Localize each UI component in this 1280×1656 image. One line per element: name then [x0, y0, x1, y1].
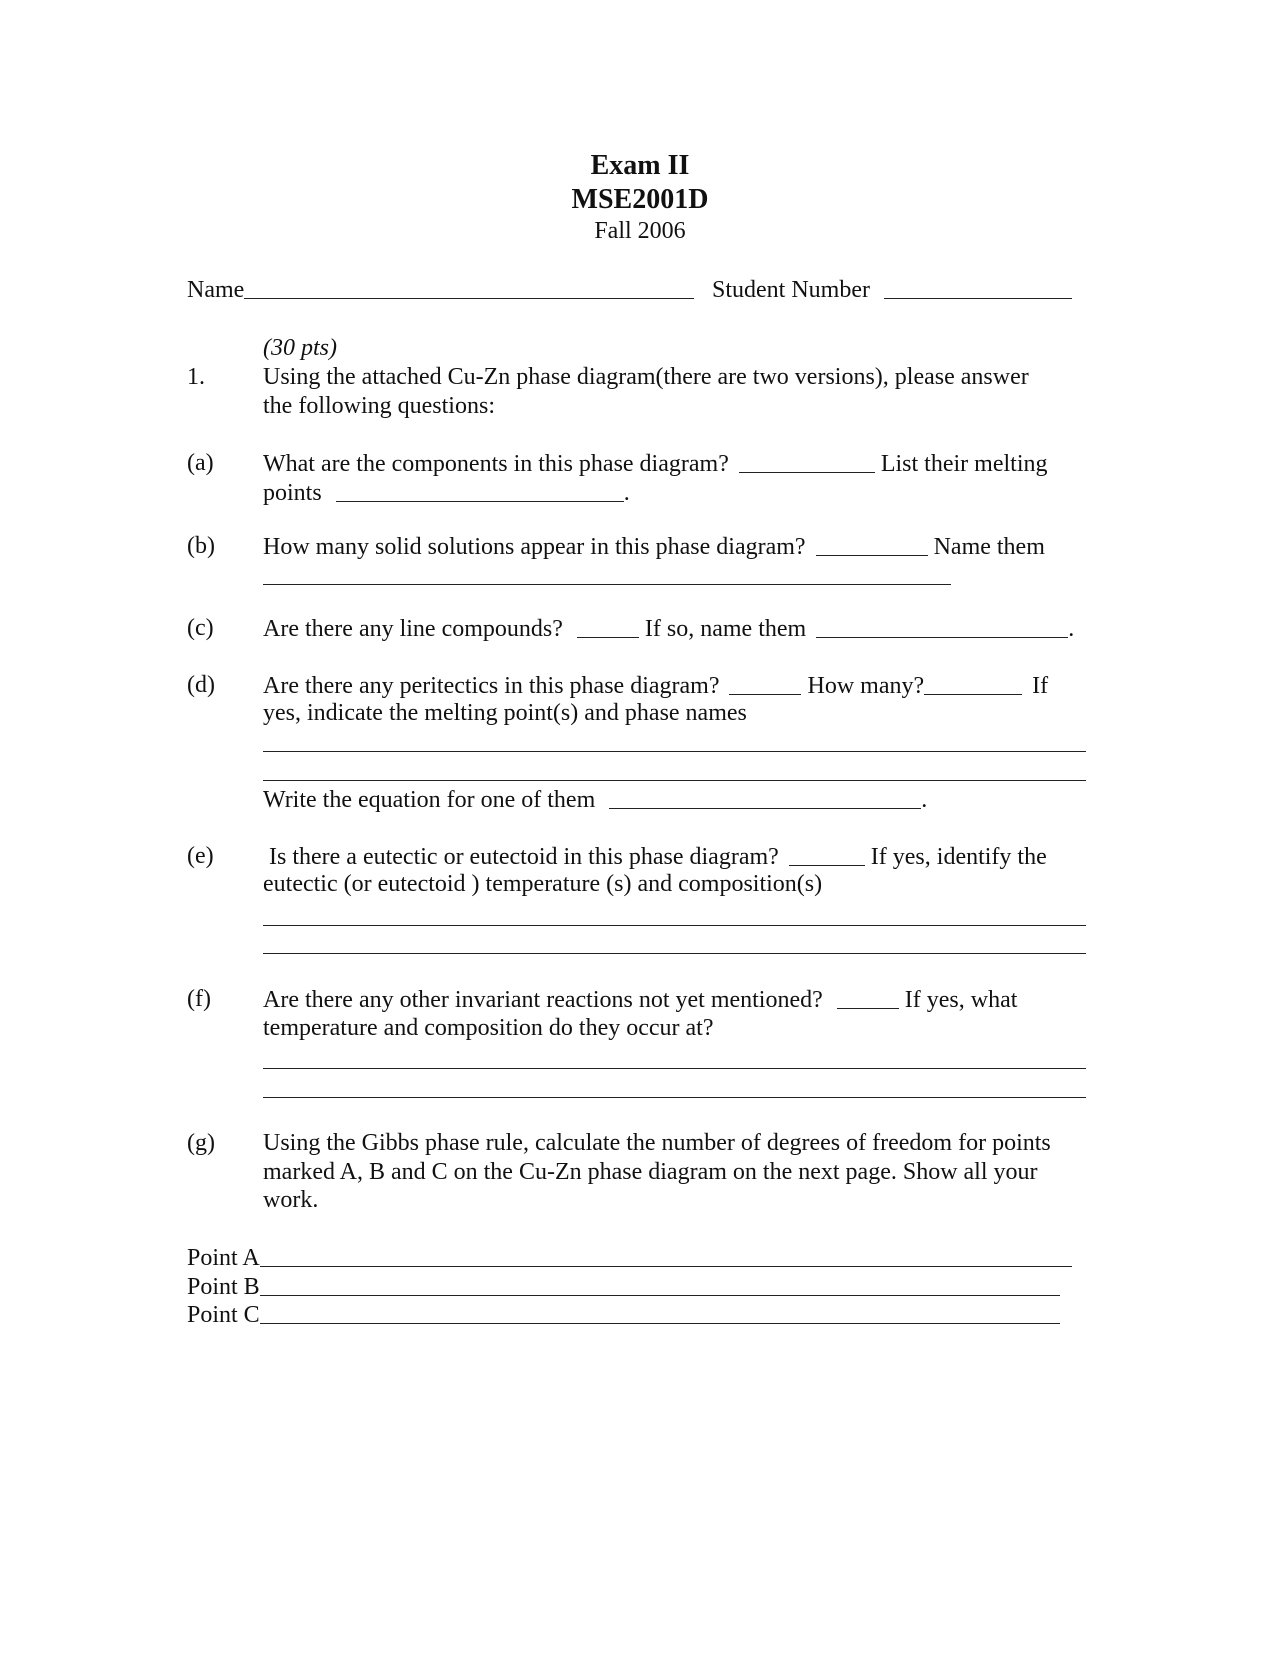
part-a-line1: What are the components in this phase diagram? List their melting — [263, 451, 1048, 477]
exam-title: Exam II — [590, 150, 690, 181]
eutectic-answer-line-1[interactable] — [263, 925, 1086, 926]
invariant-answer-line-2[interactable] — [263, 1097, 1086, 1098]
point-a-row — [187, 1244, 1072, 1273]
part-f-line2: temperature and composition do they occur at? — [263, 1015, 714, 1041]
points-value: (30 pts) — [263, 335, 337, 361]
course-code: MSE2001D — [571, 184, 709, 215]
part-e-line2: eutectic (or eutectoid ) temperature (s) and composition(s) — [263, 871, 823, 897]
name-blank[interactable] — [244, 276, 694, 299]
equation-blank[interactable] — [609, 786, 921, 809]
term: Fall 2006 — [594, 218, 686, 244]
equation-row: Write the equation for one of them . — [263, 787, 928, 813]
peritectic-answer-line-1[interactable] — [263, 751, 1086, 752]
part-c-label: (c) — [187, 615, 214, 641]
name-row — [187, 276, 694, 305]
peritectic-answer-line-2[interactable] — [263, 780, 1086, 781]
eutectic-answer-line-2[interactable] — [263, 953, 1086, 954]
question-intro-line2: the following questions: — [263, 393, 495, 419]
part-e-line1: Is there a eutectic or eutectoid in this phase diagram? If yes, identify the — [269, 844, 1047, 870]
part-g-line3: work. — [263, 1187, 319, 1213]
part-f-label: (f) — [187, 986, 211, 1012]
invariant-answer-line-1[interactable] — [263, 1068, 1086, 1069]
melting-points-blank[interactable] — [336, 479, 624, 502]
student-number-label: Student Number — [712, 277, 870, 303]
name-label: Name — [187, 277, 245, 303]
part-b-line1: How many solid solutions appear in this phase diagram? Name them — [263, 534, 1045, 560]
solid-solutions-count-blank[interactable] — [816, 533, 928, 556]
invariant-reactions-blank[interactable] — [837, 986, 899, 1009]
peritectics-count-blank[interactable] — [924, 672, 1022, 695]
student-number-row — [712, 276, 1072, 305]
part-b-label: (b) — [187, 533, 215, 559]
part-f-line1: Are there any other invariant reactions not yet mentioned? If yes, what — [263, 987, 1018, 1013]
point-a-blank[interactable] — [260, 1244, 1072, 1267]
question-number: 1. — [187, 364, 205, 390]
part-d-line1: Are there any peritectics in this phase diagram? How many? If — [263, 673, 1049, 699]
components-blank[interactable] — [739, 450, 875, 473]
point-c-label: Point C — [187, 1302, 260, 1328]
point-b-label: Point B — [187, 1274, 260, 1300]
part-e-label: (e) — [187, 843, 214, 869]
solid-solutions-names-blank[interactable] — [263, 584, 951, 585]
point-b-blank[interactable] — [260, 1273, 1060, 1296]
part-c-line1: Are there any line compounds? If so, name them . — [263, 616, 1075, 642]
question-intro-line1: Using the attached Cu-Zn phase diagram(there are two versions), please answer — [263, 364, 1029, 390]
part-g-label: (g) — [187, 1130, 215, 1156]
eutectic-blank[interactable] — [789, 843, 865, 866]
line-compounds-names-blank[interactable] — [816, 615, 1068, 638]
point-a-label: Point A — [187, 1245, 260, 1271]
peritectics-blank[interactable] — [729, 672, 801, 695]
part-g-line1: Using the Gibbs phase rule, calculate the number of degrees of freedom for points — [263, 1130, 1051, 1156]
part-a-line2: points . — [263, 480, 630, 506]
point-b-row — [187, 1273, 1060, 1302]
line-compounds-blank[interactable] — [577, 615, 639, 638]
student-number-blank[interactable] — [884, 276, 1072, 299]
part-d-line2: yes, indicate the melting point(s) and phase names — [263, 700, 747, 726]
point-c-row — [187, 1301, 1060, 1330]
part-d-label: (d) — [187, 672, 215, 698]
point-c-blank[interactable] — [260, 1301, 1060, 1324]
part-a-label: (a) — [187, 450, 214, 476]
part-g-line2: marked A, B and C on the Cu-Zn phase diagram on the next page. Show all your — [263, 1159, 1038, 1185]
